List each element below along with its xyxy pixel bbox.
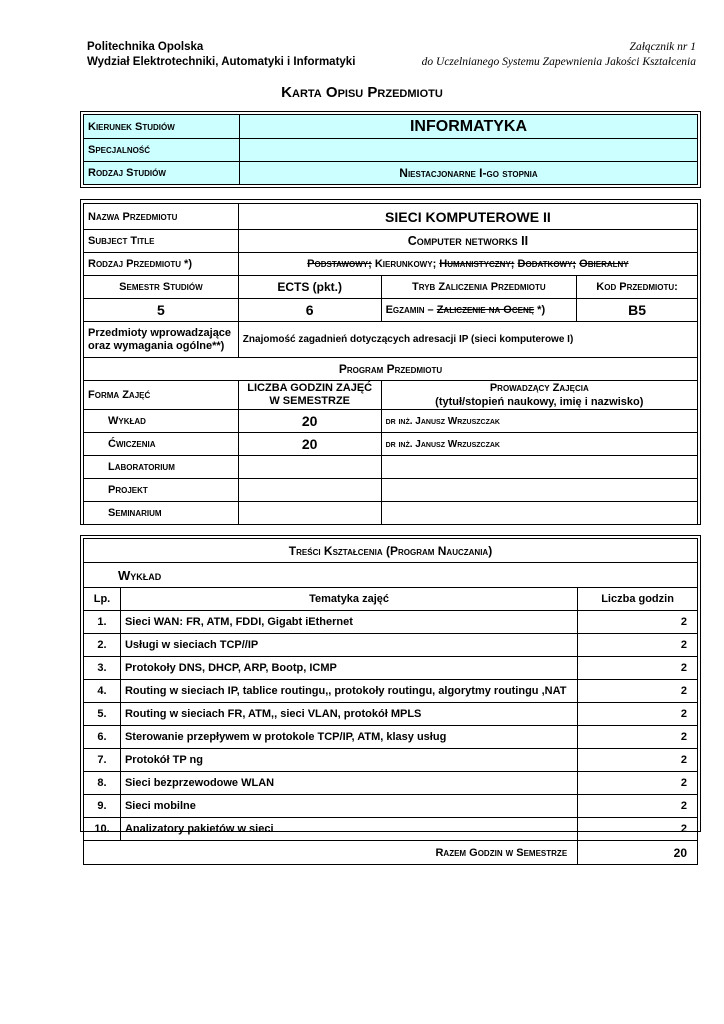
- wprowadzajace-label: Przedmioty wprowadzające oraz wymagania ogólne**): [84, 322, 239, 358]
- subject-title-label: Subject Title: [84, 230, 239, 253]
- row-hours: 2: [578, 795, 698, 818]
- form-hours: [238, 502, 381, 525]
- option-obieralny: Obieralny: [579, 258, 629, 270]
- attachment-header: [422, 40, 696, 70]
- row-topic: Sterowanie przepływem w protokole TCP/IP, ATM, klasy usług: [120, 726, 577, 749]
- row-topic: Analizatory pakietów w sieci: [120, 818, 577, 841]
- specjalnosc-label: Specjalność: [84, 139, 240, 162]
- row-lp: 1.: [84, 611, 121, 634]
- form-teacher: dr inż. Janusz Wrzuszczak: [381, 433, 697, 456]
- option-dodatkowy: Dodatkowy;: [517, 258, 577, 270]
- row-hours: 2: [578, 680, 698, 703]
- tryb-footnote: *): [537, 304, 546, 316]
- form-name: Ćwiczenia: [84, 433, 239, 456]
- nazwa-value: SIECI KOMPUTEROWE II: [238, 204, 697, 230]
- option-podstawowy: Podstawowy;: [307, 258, 372, 270]
- form-hours: 20: [238, 410, 381, 433]
- form-row: [84, 433, 698, 456]
- row-lp: 4.: [84, 680, 121, 703]
- table-row: [84, 726, 698, 749]
- study-info-table: [83, 114, 698, 185]
- table-row: [84, 611, 698, 634]
- form-teacher: [381, 479, 697, 502]
- row-hours: 2: [578, 726, 698, 749]
- total-value: 20: [578, 841, 698, 865]
- kierunek-label: Kierunek Studiów: [84, 115, 240, 139]
- row-hours: 2: [578, 818, 698, 841]
- form-name: Seminarium: [84, 502, 239, 525]
- row-hours: 2: [578, 772, 698, 795]
- row-hours: 2: [578, 749, 698, 772]
- row-topic: Sieci WAN: FR, ATM, FDDI, Gigabt iEthernet: [120, 611, 577, 634]
- row-topic: Routing w sieciach FR, ATM,, sieci VLAN, protokół MPLS: [120, 703, 577, 726]
- specjalnosc-value: [240, 139, 698, 162]
- prowadzacy-title: Prowadzący Zajęcia: [489, 382, 589, 394]
- form-teacher: [381, 502, 697, 525]
- subject-table: [83, 203, 698, 525]
- form-teacher: dr inż. Janusz Wrzuszczak: [381, 410, 697, 433]
- table-row: [84, 795, 698, 818]
- tryb-zaliczenie: Zaliczenie na Ocenę: [436, 304, 535, 316]
- form-name: Laboratorium: [84, 456, 239, 479]
- row-lp: 3.: [84, 657, 121, 680]
- form-row: [84, 502, 698, 525]
- rodzaj-przedmiotu-label: Rodzaj Przedmiotu *): [84, 253, 239, 276]
- table-row: [84, 680, 698, 703]
- row-lp: 9.: [84, 795, 121, 818]
- rodzaj-studiow-label: Rodzaj Studiów: [84, 162, 240, 185]
- ects-label: ECTS (pkt.): [238, 276, 381, 299]
- content-table: [83, 538, 698, 865]
- subject-title-value: Computer networks II: [238, 230, 697, 253]
- form-row: [84, 479, 698, 502]
- prowadzacy-subtitle: (tytuł/stopień naukowy, imię i nazwisko): [435, 396, 644, 408]
- form-hours: [238, 479, 381, 502]
- tryb-value: [381, 299, 577, 322]
- col-hours: Liczba godzin: [578, 588, 698, 611]
- form-row: [84, 410, 698, 433]
- form-teacher: [381, 456, 697, 479]
- tryb-egzamin: Egzamin –: [385, 304, 434, 316]
- program-header: Program Przedmiotu: [84, 358, 698, 381]
- row-topic: Sieci bezprzewodowe WLAN: [120, 772, 577, 795]
- nazwa-label: Nazwa Przedmiotu: [84, 204, 239, 230]
- semestr-value: 5: [84, 299, 239, 322]
- document-title: Karta Opisu Przedmiotu: [281, 84, 443, 101]
- row-hours: 2: [578, 657, 698, 680]
- table-row: [84, 703, 698, 726]
- wprowadzajace-value: Znajomość zagadnień dotyczących adresacji IP (sieci komputerowe I): [238, 322, 697, 358]
- row-topic: Protokoły DNS, DHCP, ARP, Bootp, ICMP: [120, 657, 577, 680]
- row-lp: 5.: [84, 703, 121, 726]
- kierunek-value: INFORMATYKA: [240, 115, 698, 139]
- option-humanistyczny: Humanistyczny;: [439, 258, 515, 270]
- row-lp: 2.: [84, 634, 121, 657]
- table-row: [84, 818, 698, 841]
- faculty-name: Wydział Elektrotechniki, Automatyki i Informatyki: [87, 56, 356, 68]
- table-row: [84, 657, 698, 680]
- rodzaj-studiow-value: Niestacjonarne I-go stopnia: [240, 162, 698, 185]
- form-name: Wykład: [84, 410, 239, 433]
- table-row: [84, 634, 698, 657]
- content-section: Wykład: [84, 563, 698, 588]
- ects-value: 6: [238, 299, 381, 322]
- row-topic: Protokół TP ng: [120, 749, 577, 772]
- total-label: Razem Godzin w Semestrze: [84, 841, 578, 865]
- form-row: [84, 456, 698, 479]
- row-topic: Usługi w sieciach TCP//IP: [120, 634, 577, 657]
- form-hours: [238, 456, 381, 479]
- university-header: [87, 40, 355, 70]
- row-topic: Sieci mobilne: [120, 795, 577, 818]
- attachment-number: Załącznik nr 1: [629, 41, 696, 53]
- content-header: Treści Kształcenia (Program Nauczania): [84, 539, 698, 563]
- row-lp: 10.: [84, 818, 121, 841]
- row-hours: 2: [578, 611, 698, 634]
- option-kierunkowy: Kierunkowy;: [374, 258, 437, 270]
- form-name: Projekt: [84, 479, 239, 502]
- semestr-label: Semestr Studiów: [84, 276, 239, 299]
- row-hours: 2: [578, 703, 698, 726]
- row-topic: Routing w sieciach IP, tablice routingu,, protokoły routingu, algorytmy routingu ,NAT: [120, 680, 577, 703]
- attachment-description: do Uczelnianego Systemu Zapewnienia Jakości Kształcenia: [421, 56, 696, 68]
- table-row: [84, 772, 698, 795]
- tryb-label: Tryb Zaliczenia Przedmiotu: [381, 276, 577, 299]
- form-hours: 20: [238, 433, 381, 456]
- row-lp: 8.: [84, 772, 121, 795]
- row-lp: 6.: [84, 726, 121, 749]
- university-name: Politechnika Opolska: [87, 41, 204, 53]
- forma-label: Forma Zajęć: [84, 381, 239, 410]
- table-row: [84, 749, 698, 772]
- prowadzacy-label: [381, 381, 697, 410]
- row-lp: 7.: [84, 749, 121, 772]
- row-hours: 2: [578, 634, 698, 657]
- kod-label: Kod Przedmiotu:: [577, 276, 698, 299]
- col-lp: Lp.: [84, 588, 121, 611]
- col-topic: Tematyka zajęć: [120, 588, 577, 611]
- liczba-godzin-label: LICZBA GODZIN ZAJĘĆ W SEMESTRZE: [238, 381, 381, 410]
- rodzaj-przedmiotu-options: [238, 253, 697, 276]
- kod-value: B5: [577, 299, 698, 322]
